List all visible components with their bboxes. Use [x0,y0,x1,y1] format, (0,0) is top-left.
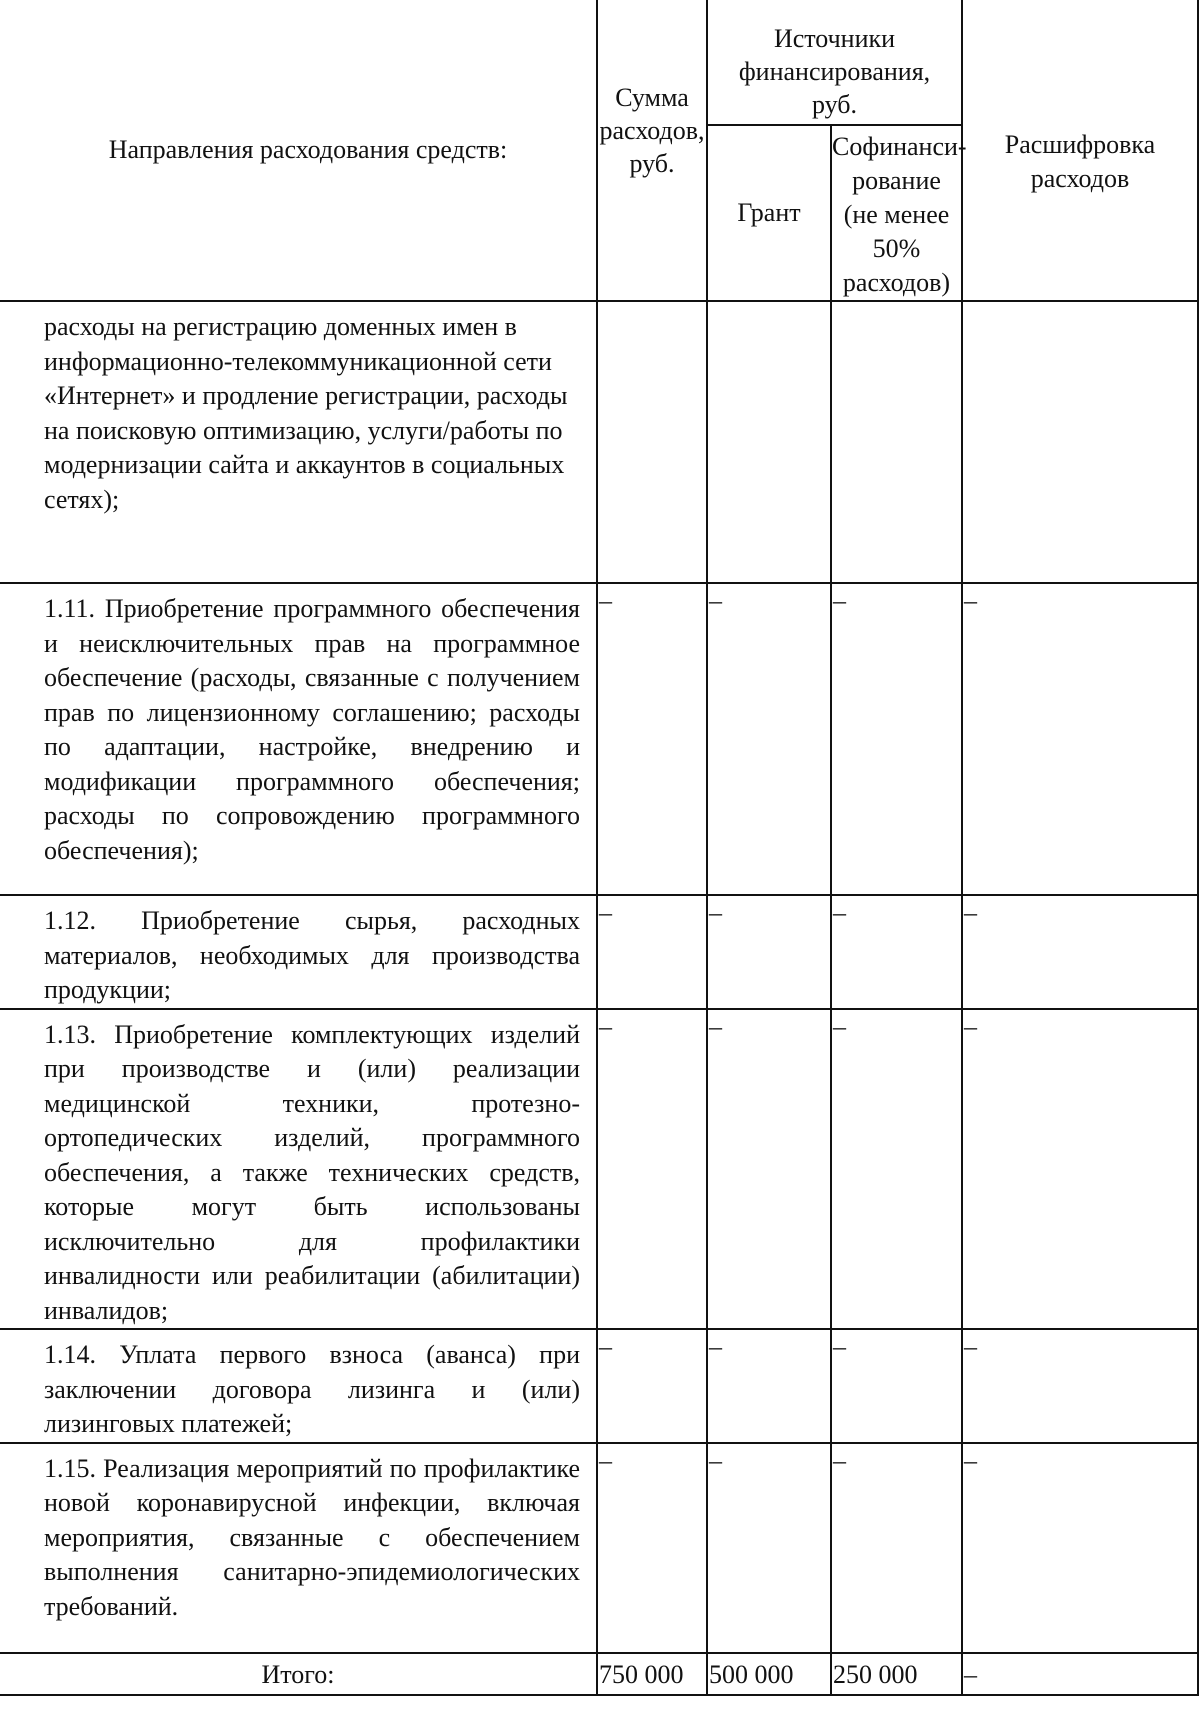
total-row [0,1653,1198,1696]
row-breakdown [962,301,1198,583]
table-row [0,301,1198,583]
row-description: 1.15. Реализация мероприятий по профилактике новой коронавирусной инфекции, включая мероприятия, связанные с обеспечением выполнения санитарно-эпидемиологических требований. [0,1443,597,1653]
row-description: 1.13. Приобретение комплектующих изделий при производстве и (или) реализации медицинской техники, протезно-ортопедических изделий, программного обеспечения, а также технических средств, которые могут быть использованы исключительно для профилактики инвалидности или реабилитации (абилитации) инвалидов; [0,1009,597,1330]
header-sources-label: Источники финансирования, руб. [738,24,931,119]
row-description: 1.12. Приобретение сырья, расходных материалов, необходимых для производства продукции; [0,895,597,1009]
row-cofin: – [831,1443,962,1653]
header-sources [707,0,962,125]
row-cofin: – [831,1009,962,1330]
header-breakdown-label: Расшифровка расходов [1004,130,1156,193]
table-row [0,1329,1198,1443]
header-directions [0,0,597,301]
row-cofin: – [831,583,962,895]
table-row [0,583,1198,895]
row-grant: – [707,583,831,895]
row-sum: – [597,1009,707,1330]
row-cofin: – [831,1329,962,1443]
row-breakdown: – [962,1329,1198,1443]
row-sum: – [597,895,707,1009]
row-sum: – [597,1443,707,1653]
row-grant [707,301,831,583]
row-description: 1.14. Уплата первого взноса (аванса) при заключении договора лизинга и (или) лизинговых платежей; [0,1329,597,1443]
row-description: 1.11. Приобретение программного обеспечения и неисключительных прав на программное обеспечение (расходы, связанные с получением прав по лицензионному соглашению; расходы по адаптации, настройке, внедрению и модификации программного обеспечения; расходы по сопровождению программного обеспечения); [0,583,597,895]
header-grant [707,125,831,301]
table-row [0,1443,1198,1653]
row-cofin: – [831,895,962,1009]
header-breakdown [962,0,1198,301]
row-description: расходы на регистрацию доменных имен в информационно-телекоммуникационной сети «Интернет» и продление регистрации, расходы на поисковую оптимизацию, услуги/работы по модернизации сайта и аккаунтов в социальных сетях); [0,301,597,583]
total-cofin: 250 000 [831,1653,962,1696]
row-cofin [831,301,962,583]
header-cofinancing [831,125,967,301]
total-breakdown: – [962,1653,1198,1696]
table-row [0,1009,1198,1330]
row-breakdown: – [962,583,1198,895]
row-grant: – [707,1443,831,1653]
row-grant: – [707,1009,831,1330]
row-grant: – [707,895,831,1009]
header-cofinancing-label: Софинанси-рование (не менее 50% расходов) [832,132,967,297]
total-sum: 750 000 [597,1653,707,1696]
table-row [0,895,1198,1009]
row-sum: – [597,583,707,895]
row-grant: – [707,1329,831,1443]
total-grant: 500 000 [707,1653,831,1696]
row-breakdown: – [962,1009,1198,1330]
row-breakdown: – [962,895,1198,1009]
header-sum-label: Сумма расходов, руб. [599,82,705,178]
row-sum: – [597,1329,707,1443]
header-directions-label: Направления расходования средств: [108,134,508,164]
header-sum [597,0,707,301]
header-grant-label: Грант [737,197,801,227]
row-sum [597,301,707,583]
row-breakdown: – [962,1443,1198,1653]
total-label: Итого: [0,1653,597,1696]
